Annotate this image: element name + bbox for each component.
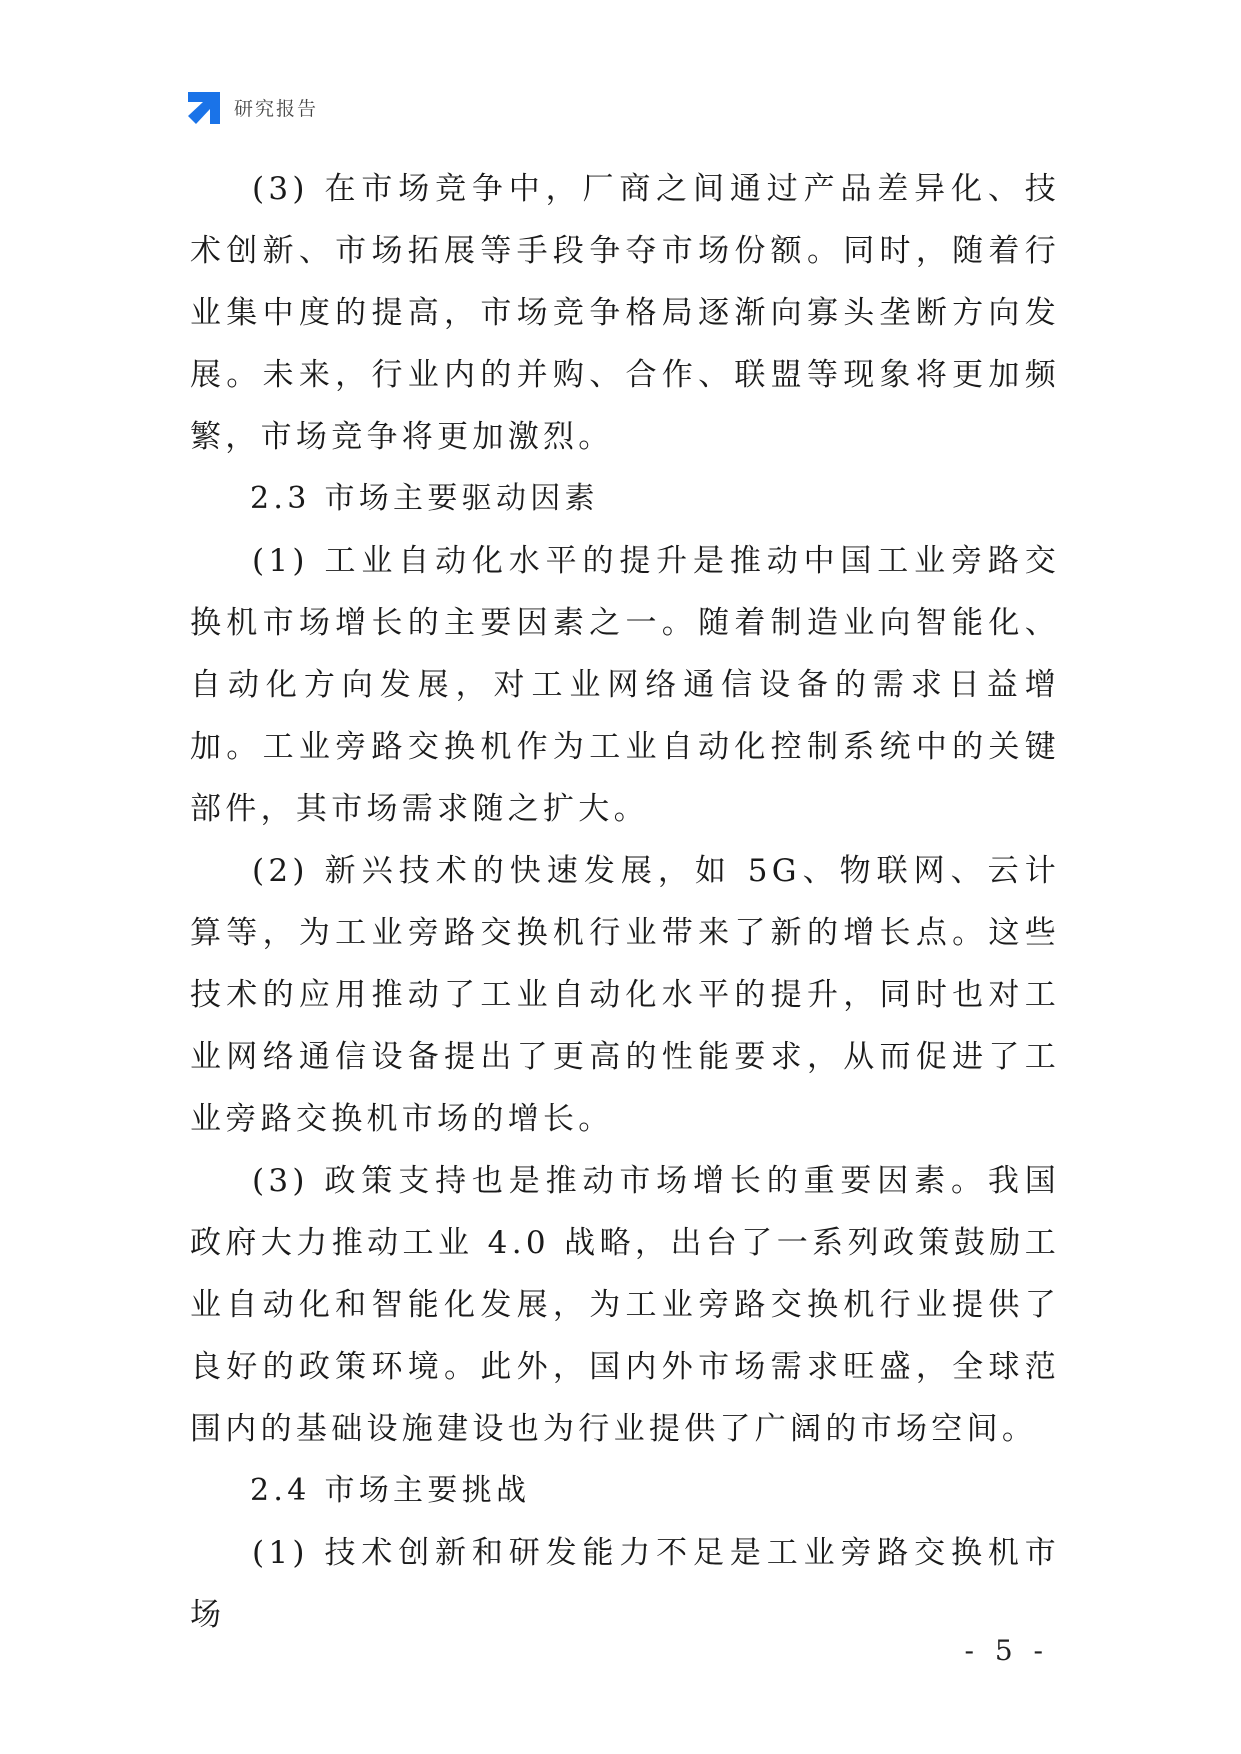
paragraph-driver-1: (1) 工业自动化水平的提升是推动中国工业旁路交换机市场增长的主要因素之一。随着制造业向智能化、自动化方向发展，对工业网络通信设备的需求日益增加。工业旁路交换机作为工业自动化控制系统中的关键部件，其市场需求随之扩大。 xyxy=(190,543,1060,827)
paragraph-challenge-1: (1) 技术创新和研发能力不足是工业旁路交换机市场 xyxy=(190,1535,1060,1633)
section-heading-2-4: 2.4 市场主要挑战 xyxy=(250,1473,531,1508)
header-title: 研究报告 xyxy=(234,97,319,120)
logo-shape xyxy=(188,92,220,124)
page-header xyxy=(188,90,318,124)
page-number: - 5 - xyxy=(964,1634,1049,1667)
paragraph-driver-2: (2) 新兴技术的快速发展，如 5G、物联网、云计算等，为工业旁路交换机行业带来了新的增长点。这些技术的应用推动了工业自动化水平的提升，同时也对工业网络通信设备提出了更高的性能要求，从而促进了工业旁路交换机市场的增长。 xyxy=(190,853,1060,1137)
section-heading-2-3: 2.3 市场主要驱动因素 xyxy=(250,481,599,516)
document-body xyxy=(190,158,1060,1646)
arrow-logo-icon xyxy=(188,90,222,124)
paragraph-competition: (3) 在市场竞争中，厂商之间通过产品差异化、技术创新、市场拓展等手段争夺市场份额。同时，随着行业集中度的提高，市场竞争格局逐渐向寡头垄断方向发展。未来，行业内的并购、合作、联盟等现象将更加频繁，市场竞争将更加激烈。 xyxy=(190,171,1060,455)
paragraph-driver-3: (3) 政策支持也是推动市场增长的重要因素。我国政府大力推动工业 4.0 战略，出台了一系列政策鼓励工业自动化和智能化发展，为工业旁路交换机行业提供了良好的政策环境。此外，国内外市场需求旺盛，全球范围内的基础设施建设也为行业提供了广阔的市场空间。 xyxy=(190,1163,1060,1447)
